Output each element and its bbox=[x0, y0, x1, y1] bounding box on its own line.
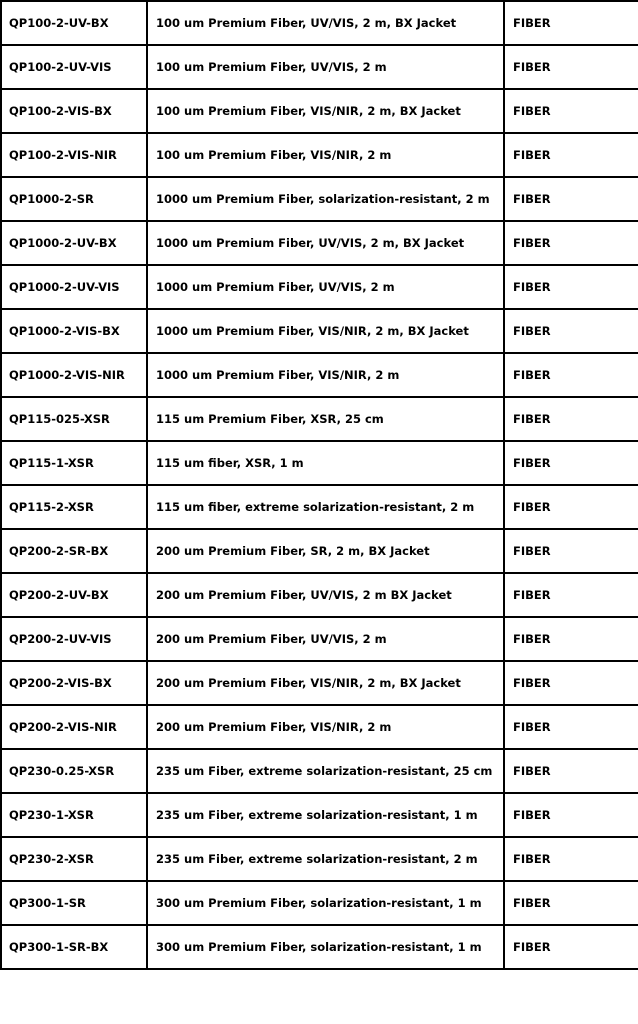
cell-category: FIBER bbox=[504, 793, 638, 837]
cell-part-number: QP200-2-UV-VIS bbox=[1, 617, 147, 661]
cell-category: FIBER bbox=[504, 89, 638, 133]
table-row bbox=[1, 661, 638, 705]
table-row bbox=[1, 573, 638, 617]
table-row bbox=[1, 793, 638, 837]
cell-part-number: QP230-2-XSR bbox=[1, 837, 147, 881]
table-row bbox=[1, 749, 638, 793]
cell-category: FIBER bbox=[504, 573, 638, 617]
cell-description: 200 um Premium Fiber, SR, 2 m, BX Jacket bbox=[147, 529, 504, 573]
table-row bbox=[1, 1, 638, 45]
table-row bbox=[1, 485, 638, 529]
cell-part-number: QP300-1-SR bbox=[1, 881, 147, 925]
cell-description: 100 um Premium Fiber, VIS/NIR, 2 m bbox=[147, 133, 504, 177]
cell-category: FIBER bbox=[504, 881, 638, 925]
cell-category: FIBER bbox=[504, 1, 638, 45]
cell-description: 1000 um Premium Fiber, VIS/NIR, 2 m bbox=[147, 353, 504, 397]
cell-part-number: QP115-2-XSR bbox=[1, 485, 147, 529]
table-row bbox=[1, 441, 638, 485]
cell-part-number: QP1000-2-VIS-NIR bbox=[1, 353, 147, 397]
cell-category: FIBER bbox=[504, 309, 638, 353]
cell-category: FIBER bbox=[504, 45, 638, 89]
cell-category: FIBER bbox=[504, 177, 638, 221]
table-body bbox=[1, 1, 638, 969]
table-row bbox=[1, 837, 638, 881]
table-row bbox=[1, 221, 638, 265]
cell-part-number: QP200-2-SR-BX bbox=[1, 529, 147, 573]
cell-description: 115 um Premium Fiber, XSR, 25 cm bbox=[147, 397, 504, 441]
cell-category: FIBER bbox=[504, 485, 638, 529]
cell-part-number: QP1000-2-SR bbox=[1, 177, 147, 221]
table-row bbox=[1, 617, 638, 661]
cell-description: 200 um Premium Fiber, VIS/NIR, 2 m, BX Jacket bbox=[147, 661, 504, 705]
cell-description: 1000 um Premium Fiber, UV/VIS, 2 m, BX Jacket bbox=[147, 221, 504, 265]
cell-description: 235 um Fiber, extreme solarization-resistant, 1 m bbox=[147, 793, 504, 837]
cell-description: 115 um fiber, XSR, 1 m bbox=[147, 441, 504, 485]
cell-description: 115 um fiber, extreme solarization-resistant, 2 m bbox=[147, 485, 504, 529]
cell-category: FIBER bbox=[504, 529, 638, 573]
table-row bbox=[1, 353, 638, 397]
cell-part-number: QP115-1-XSR bbox=[1, 441, 147, 485]
cell-description: 100 um Premium Fiber, VIS/NIR, 2 m, BX Jacket bbox=[147, 89, 504, 133]
table-row bbox=[1, 45, 638, 89]
cell-part-number: QP200-2-VIS-BX bbox=[1, 661, 147, 705]
cell-description: 235 um Fiber, extreme solarization-resistant, 2 m bbox=[147, 837, 504, 881]
cell-category: FIBER bbox=[504, 221, 638, 265]
cell-description: 235 um Fiber, extreme solarization-resistant, 25 cm bbox=[147, 749, 504, 793]
cell-description: 300 um Premium Fiber, solarization-resistant, 1 m bbox=[147, 881, 504, 925]
cell-description: 100 um Premium Fiber, UV/VIS, 2 m bbox=[147, 45, 504, 89]
cell-category: FIBER bbox=[504, 353, 638, 397]
table-row bbox=[1, 177, 638, 221]
cell-part-number: QP300-1-SR-BX bbox=[1, 925, 147, 969]
cell-part-number: QP200-2-UV-BX bbox=[1, 573, 147, 617]
table-row bbox=[1, 529, 638, 573]
cell-description: 200 um Premium Fiber, UV/VIS, 2 m BX Jacket bbox=[147, 573, 504, 617]
cell-category: FIBER bbox=[504, 749, 638, 793]
cell-part-number: QP100-2-UV-VIS bbox=[1, 45, 147, 89]
cell-description: 1000 um Premium Fiber, UV/VIS, 2 m bbox=[147, 265, 504, 309]
table-row bbox=[1, 265, 638, 309]
cell-category: FIBER bbox=[504, 705, 638, 749]
cell-category: FIBER bbox=[504, 837, 638, 881]
table-row bbox=[1, 89, 638, 133]
table-row bbox=[1, 309, 638, 353]
cell-description: 200 um Premium Fiber, UV/VIS, 2 m bbox=[147, 617, 504, 661]
table-row bbox=[1, 133, 638, 177]
cell-category: FIBER bbox=[504, 661, 638, 705]
cell-category: FIBER bbox=[504, 441, 638, 485]
cell-part-number: QP100-2-VIS-NIR bbox=[1, 133, 147, 177]
cell-part-number: QP115-025-XSR bbox=[1, 397, 147, 441]
table-row bbox=[1, 925, 638, 969]
cell-part-number: QP1000-2-UV-VIS bbox=[1, 265, 147, 309]
table-row bbox=[1, 881, 638, 925]
table-row bbox=[1, 397, 638, 441]
cell-description: 300 um Premium Fiber, solarization-resistant, 1 m bbox=[147, 925, 504, 969]
cell-part-number: QP100-2-UV-BX bbox=[1, 1, 147, 45]
cell-part-number: QP100-2-VIS-BX bbox=[1, 89, 147, 133]
cell-description: 200 um Premium Fiber, VIS/NIR, 2 m bbox=[147, 705, 504, 749]
cell-category: FIBER bbox=[504, 617, 638, 661]
table-row bbox=[1, 705, 638, 749]
cell-category: FIBER bbox=[504, 925, 638, 969]
cell-description: 100 um Premium Fiber, UV/VIS, 2 m, BX Jacket bbox=[147, 1, 504, 45]
cell-description: 1000 um Premium Fiber, solarization-resistant, 2 m bbox=[147, 177, 504, 221]
cell-category: FIBER bbox=[504, 397, 638, 441]
cell-category: FIBER bbox=[504, 133, 638, 177]
cell-category: FIBER bbox=[504, 265, 638, 309]
cell-part-number: QP230-1-XSR bbox=[1, 793, 147, 837]
cell-part-number: QP200-2-VIS-NIR bbox=[1, 705, 147, 749]
cell-part-number: QP1000-2-VIS-BX bbox=[1, 309, 147, 353]
cell-part-number: QP1000-2-UV-BX bbox=[1, 221, 147, 265]
cell-part-number: QP230-0.25-XSR bbox=[1, 749, 147, 793]
cell-description: 1000 um Premium Fiber, VIS/NIR, 2 m, BX Jacket bbox=[147, 309, 504, 353]
